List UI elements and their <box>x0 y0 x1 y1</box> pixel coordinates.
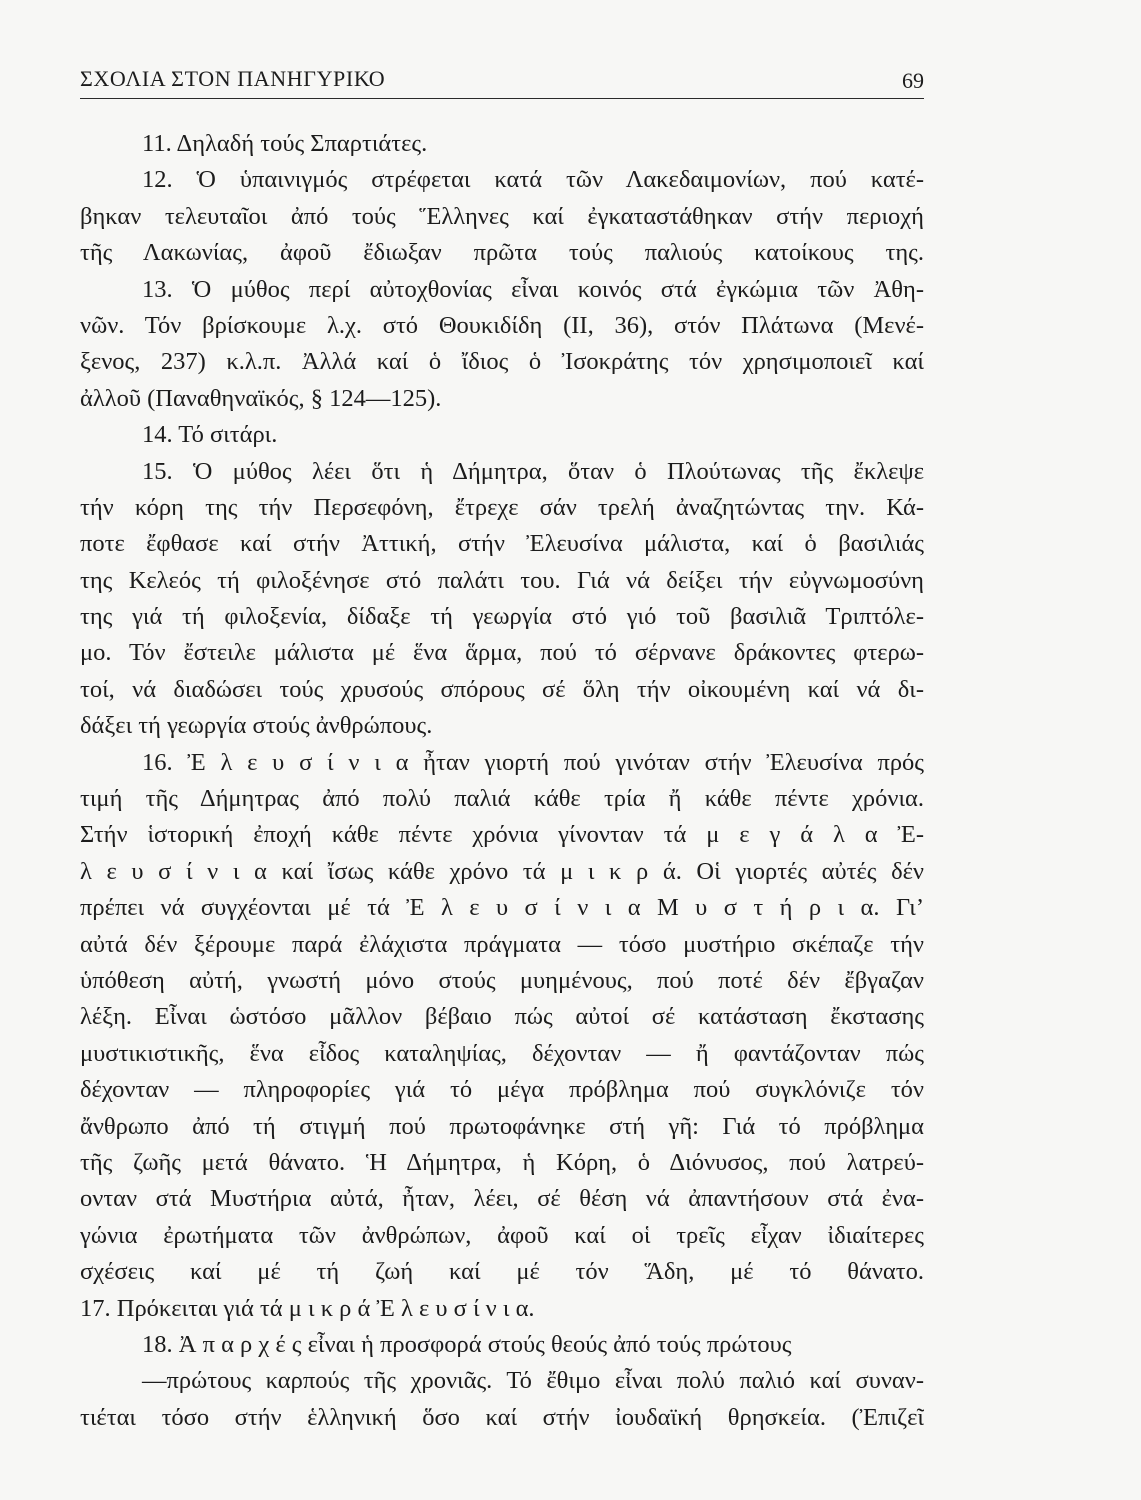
text-line: τῆς ζωῆς μετά θάνατο. Ἡ Δήμητρα, ἡ Κόρη, ὁ Διόνυσος, πού λατρεύ- <box>80 1148 924 1176</box>
text-line: σχέσεις καί μέ τή ζωή καί μέ τόν Ἅδη, μέ τό θάνατο. <box>80 1258 924 1286</box>
text-line: Στήν ἱστορική ἐποχή κάθε πέντε χρόνια γίνονταν τά μ ε γ ά λ α Ἐ- <box>80 821 924 849</box>
header-title: ΣΧΟΛΙΑ ΣΤΟΝ ΠΑΝΗΓΥΡΙΚΟ <box>80 66 386 91</box>
text-line: ξενος, 237) κ.λ.π. Ἀλλά καί ὁ ἴδιος ὁ Ἰσοκράτης τόν χρησιμοποιεῖ καί <box>80 348 924 376</box>
body-text <box>80 126 924 1472</box>
text-line: 14. Τό σιτάρι. <box>142 421 278 449</box>
text-line: ἄνθρωπο ἀπό τή στιγμή πού πρωτοφάνηκε στή γῆ: Γιά τό πρόβλημα <box>80 1112 924 1140</box>
text-line: αὐτά δέν ξέρουμε παρά ἐλάχιστα πράγματα — τόσο μυστήριο σκέπαζε τήν <box>80 930 924 958</box>
text-line: νῶν. Τόν βρίσκουμε λ.χ. στό Θουκιδίδη (ΙΙ, 36), στόν Πλάτωνα (Μενέ- <box>80 311 924 339</box>
text-line: 18. Ἀ π α ρ χ έ ς εἶναι ἡ προσφορά στούς θεούς ἀπό τούς πρώτους <box>142 1330 792 1358</box>
text-line: της γιά τή φιλοξενία, δίδαξε τή γεωργία στό γιό τοῦ βασιλιᾶ Τριπτόλε- <box>80 603 924 631</box>
text-line: τῆς Λακωνίας, ἀφοῦ ἔδιωξαν πρῶτα τούς παλιούς κατοίκους της. <box>80 239 924 267</box>
text-line: δάξει τή γεωργία στούς ἀνθρώπους. <box>80 712 433 740</box>
text-line: λέξη. Εἶναι ὡστόσο μᾶλλον βέβαιο πώς αὐτοί σέ κατάσταση ἔκστασης <box>80 1003 924 1031</box>
text-line: 11. Δηλαδή τούς Σπαρτιάτες. <box>142 130 428 157</box>
text-line <box>80 1436 924 1472</box>
text-line: 17. Πρόκειται γιά τά μ ι κ ρ ά Ἐ λ ε υ σ ί ν ι α. <box>80 1294 535 1322</box>
text-line: της Κελεός τή φιλοξένησε στό παλάτι του. Γιά νά δείξει τήν εὐγνωμοσύνη <box>80 566 924 594</box>
text-line: τοί, νά διαδώσει τούς χρυσούς σπόρους σέ ὅλη τήν οἰκουμένη καί νά δι- <box>80 675 924 703</box>
text-line: 13. Ὁ μύθος περί αὐτοχθονίας εἶναι κοινός στά ἐγκώμια τῶν Ἀθη- <box>142 275 924 303</box>
text-line: —πρώτους καρπούς τῆς χρονιᾶς. Τό ἔθιμο εἶναι πολύ παλιό καί συναν- <box>142 1367 924 1395</box>
text-line: 16. Ἐ λ ε υ σ ί ν ι α ἦταν γιορτή πού γινόταν στήν Ἐλευσίνα πρός <box>142 748 924 776</box>
text-line: πρέπει νά συγχέονται μέ τά Ἐ λ ε υ σ ί ν ι α Μ υ σ τ ή ρ ι α. Γι’ <box>80 894 924 922</box>
text-line: ποτε ἔφθασε καί στήν Ἀττική, στήν Ἐλευσίνα μάλιστα, καί ὁ βασιλιάς <box>80 530 924 558</box>
running-header <box>80 66 924 99</box>
text-line: δέχονταν — πληροφορίες γιά τό μέγα πρόβλημα πού συγκλόνιζε τόν <box>80 1076 924 1104</box>
text-line: ἀλλοῦ (Παναθηναϊκός, § 124—125). <box>80 384 442 412</box>
text-line: 12. Ὁ ὑπαινιγμός στρέφεται κατά τῶν Λακεδαιμονίων, πού κατέ- <box>142 166 924 194</box>
text-line: ονταν στά Μυστήρια αὐτά, ἦταν, λέει, σέ θέση νά ἀπαντήσουν στά ἐνα- <box>80 1185 924 1213</box>
text-line: μο. Τόν ἔστειλε μάλιστα μέ ἕνα ἅρμα, πού τό σέρνανε δράκοντες φτερω- <box>80 639 924 667</box>
text-line: τήν κόρη της τήν Περσεφόνη, ἔτρεχε σάν τρελή ἀναζητώντας την. Κά- <box>80 493 924 521</box>
page-number: 69 <box>902 68 924 93</box>
text-line: βηκαν τελευταῖοι ἀπό τούς Ἕλληνες καί ἐγκαταστάθηκαν στήν περιοχή <box>80 202 924 230</box>
text-line: ὑπόθεση αὐτή, γνωστή μόνο στούς μυημένους, πού ποτέ δέν ἔβγαζαν <box>80 966 924 994</box>
text-line: τιέται τόσο στήν ἑλληνική ὅσο καί στήν ἰουδαϊκή θρησκεία. (Ἐπιζεῖ <box>80 1403 924 1431</box>
text-line: τιμή τῆς Δήμητρας ἀπό πολύ παλιά κάθε τρία ἤ κάθε πέντε χρόνια. <box>80 785 924 813</box>
text-line: μυστικιστικῆς, ἕνα εἶδος καταληψίας, δέχονταν — ἤ φαντάζονταν πώς <box>80 1039 924 1067</box>
text-line: λ ε υ σ ί ν ι α καί ἴσως κάθε χρόνο τά μ ι κ ρ ά. Οἱ γιορτές αὐτές δέν <box>80 857 924 885</box>
text-line: γώνια ἐρωτήματα τῶν ἀνθρώπων, ἀφοῦ καί οἱ τρεῖς εἶχαν ἰδιαίτερες <box>80 1221 924 1249</box>
text-line: 15. Ὁ μύθος λέει ὅτι ἡ Δήμητρα, ὅταν ὁ Πλούτωνας τῆς ἔκλεψε <box>142 457 924 485</box>
